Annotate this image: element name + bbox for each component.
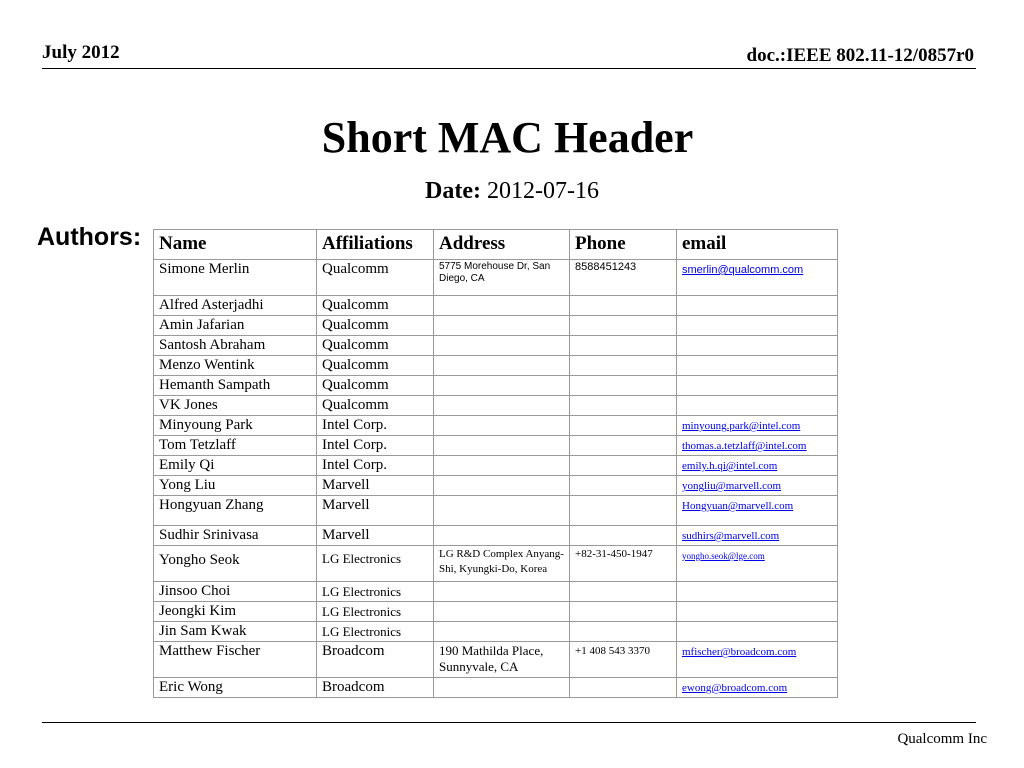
cell-name: Amin Jafarian: [154, 316, 317, 336]
header-date: July 2012: [42, 42, 120, 63]
cell-name: Eric Wong: [154, 678, 317, 698]
header-rule: [42, 68, 976, 69]
cell-address: [434, 678, 570, 698]
cell-name: Tom Tetzlaff: [154, 436, 317, 456]
cell-affiliation: Qualcomm: [317, 316, 434, 336]
cell-affiliation: Broadcom: [317, 642, 434, 678]
cell-affiliation: Qualcomm: [317, 376, 434, 396]
email-link[interactable]: ewong@broadcom.com: [682, 682, 788, 694]
cell-phone: [570, 476, 677, 496]
col-header-email: email: [677, 230, 838, 260]
email-link[interactable]: Hongyuan@marvell.com: [682, 500, 794, 512]
cell-affiliation: Qualcomm: [317, 356, 434, 376]
cell-name: Jin Sam Kwak: [154, 622, 317, 642]
cell-name: Matthew Fischer: [154, 642, 317, 678]
cell-phone: [570, 678, 677, 698]
cell-affiliation: Intel Corp.: [317, 436, 434, 456]
slide-title: Short MAC Header: [321, 113, 694, 162]
cell-address: [434, 376, 570, 396]
cell-affiliation: LG Electronics: [317, 546, 434, 582]
cell-phone: [570, 336, 677, 356]
cell-phone: [570, 622, 677, 642]
cell-phone: [570, 296, 677, 316]
cell-name: Jinsoo Choi: [154, 582, 317, 602]
email-link[interactable]: mfischer@broadcom.com: [682, 646, 797, 658]
cell-phone: [570, 526, 677, 546]
cell-name: Jeongki Kim: [154, 602, 317, 622]
cell-email: [677, 582, 838, 602]
table-row: [154, 436, 838, 456]
cell-email: [677, 376, 838, 396]
email-link[interactable]: emily.h.qi@intel.com: [682, 460, 778, 472]
cell-affiliation: Broadcom: [317, 678, 434, 698]
cell-name: Yongho Seok: [154, 546, 317, 582]
cell-phone: +1 408 543 3370: [570, 642, 677, 678]
cell-address: [434, 456, 570, 476]
email-link[interactable]: thomas.a.tetzlaff@intel.com: [682, 440, 807, 452]
table-row: [154, 496, 838, 526]
cell-phone: [570, 582, 677, 602]
cell-name: Menzo Wentink: [154, 356, 317, 376]
cell-name: Minyoung Park: [154, 416, 317, 436]
table-row: [154, 546, 838, 582]
email-link[interactable]: yongliu@marvell.com: [682, 480, 782, 492]
cell-address: [434, 476, 570, 496]
table-row: [154, 642, 838, 678]
cell-affiliation: Marvell: [317, 476, 434, 496]
cell-phone: [570, 496, 677, 526]
cell-address: [434, 316, 570, 336]
cell-address: 190 Mathilda Place, Sunnyvale, CA: [434, 642, 570, 678]
cell-address: [434, 622, 570, 642]
cell-affiliation: Qualcomm: [317, 336, 434, 356]
cell-address: LG R&D Complex Anyang-Shi, Kyungki-Do, Korea: [434, 546, 570, 582]
col-header-affiliations: Affiliations: [317, 230, 434, 260]
footer-org: Qualcomm Inc: [897, 731, 987, 747]
cell-name: Alfred Asterjadhi: [154, 296, 317, 316]
footer-rule: [42, 722, 976, 723]
cell-name: Sudhir Srinivasa: [154, 526, 317, 546]
email-link[interactable]: smerlin@qualcomm.com: [682, 264, 804, 276]
col-header-phone: Phone: [570, 230, 677, 260]
cell-email: [677, 622, 838, 642]
cell-affiliation: LG Electronics: [317, 602, 434, 622]
cell-affiliation: Qualcomm: [317, 260, 434, 296]
cell-phone: [570, 396, 677, 416]
col-header-address: Address: [434, 230, 570, 260]
cell-address: [434, 582, 570, 602]
cell-phone: [570, 356, 677, 376]
authors-label: Authors:: [37, 223, 142, 251]
cell-email: [677, 396, 838, 416]
cell-affiliation: Marvell: [317, 496, 434, 526]
email-link[interactable]: yongho.seok@lge.com: [682, 551, 765, 561]
email-link[interactable]: minyoung.park@intel.com: [682, 420, 801, 432]
table-row: [154, 526, 838, 546]
cell-name: Hongyuan Zhang: [154, 496, 317, 526]
table-row: [154, 296, 838, 316]
cell-address: [434, 416, 570, 436]
cell-email: [677, 316, 838, 336]
cell-address: [434, 356, 570, 376]
cell-address: [434, 496, 570, 526]
cell-phone: [570, 602, 677, 622]
table-row: [154, 376, 838, 396]
table-body: [154, 260, 838, 698]
cell-name: Hemanth Sampath: [154, 376, 317, 396]
cell-name: Simone Merlin: [154, 260, 317, 296]
cell-affiliation: Qualcomm: [317, 396, 434, 416]
table-header-row: [154, 230, 838, 260]
table-row: [154, 336, 838, 356]
cell-phone: [570, 456, 677, 476]
table-row: [154, 476, 838, 496]
cell-affiliation: LG Electronics: [317, 622, 434, 642]
cell-affiliation: Intel Corp.: [317, 416, 434, 436]
cell-phone: [570, 316, 677, 336]
cell-name: Emily Qi: [154, 456, 317, 476]
cell-address: [434, 526, 570, 546]
cell-affiliation: Intel Corp.: [317, 456, 434, 476]
table-row: [154, 456, 838, 476]
date-value: 2012-07-16: [486, 178, 599, 204]
table-row: [154, 622, 838, 642]
date-line: [0, 178, 1024, 205]
cell-phone: [570, 416, 677, 436]
table-row: [154, 396, 838, 416]
table-row: [154, 582, 838, 602]
cell-address: 5775 Morehouse Dr, San Diego, CA: [434, 260, 570, 296]
table-row: [154, 316, 838, 336]
header-doc-id: doc.:IEEE 802.11-12/0857r0: [746, 45, 974, 66]
cell-phone: [570, 436, 677, 456]
cell-email: [677, 602, 838, 622]
col-header-name: Name: [154, 230, 317, 260]
cell-email: [677, 356, 838, 376]
email-link[interactable]: sudhirs@marvell.com: [682, 530, 780, 542]
cell-name: Yong Liu: [154, 476, 317, 496]
authors-table: [153, 229, 838, 698]
cell-name: VK Jones: [154, 396, 317, 416]
cell-address: [434, 296, 570, 316]
table-row: [154, 602, 838, 622]
cell-name: Santosh Abraham: [154, 336, 317, 356]
cell-address: [434, 396, 570, 416]
date-label: Date:: [425, 178, 481, 204]
cell-address: [434, 336, 570, 356]
cell-phone: +82-31-450-1947: [570, 546, 677, 582]
cell-phone: 8588451243: [570, 260, 677, 296]
table-row: [154, 678, 838, 698]
table-row: [154, 260, 838, 296]
cell-affiliation: Qualcomm: [317, 296, 434, 316]
table-row: [154, 356, 838, 376]
cell-address: [434, 602, 570, 622]
cell-phone: [570, 376, 677, 396]
cell-email: [677, 336, 838, 356]
cell-email: [677, 296, 838, 316]
cell-affiliation: LG Electronics: [317, 582, 434, 602]
cell-affiliation: Marvell: [317, 526, 434, 546]
cell-address: [434, 436, 570, 456]
table-row: [154, 416, 838, 436]
